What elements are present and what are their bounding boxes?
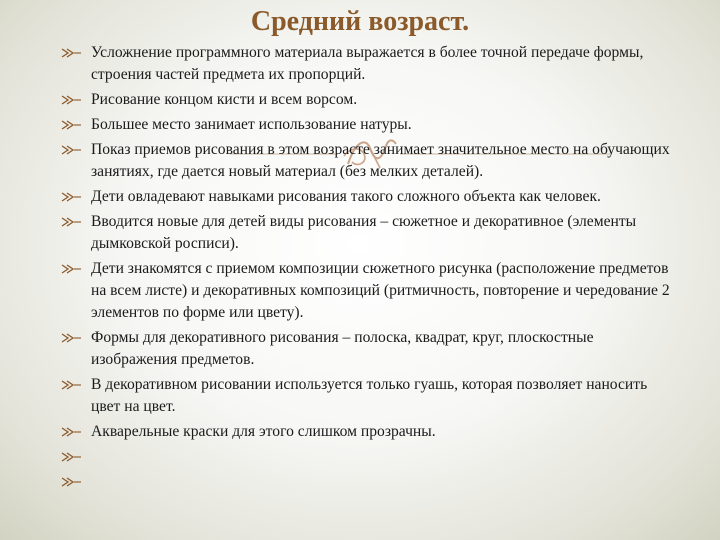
list-item [60, 374, 680, 418]
list-item-text: Показ приемов рисования в этом возрасте занимает значительное место на обучающих занятиях, где дается новый материал (без мелких деталей). [91, 141, 670, 180]
double-arrow-bullet-icon [60, 191, 82, 203]
slide-title: Средний возраст. [250, 6, 470, 37]
list-item-text: Формы для декоративного рисования – полоска, квадрат, круг, плоскостные изображения предметов. [91, 329, 594, 368]
double-arrow-bullet-icon [60, 144, 82, 156]
bullet-list [60, 42, 680, 496]
list-item [60, 114, 680, 136]
list-item [60, 42, 680, 86]
double-arrow-bullet-icon [60, 451, 82, 463]
list-item-text: Вводится новые для детей виды рисования – сюжетное и декоративное (элементы дымковской росписи). [91, 213, 637, 252]
list-item [60, 446, 680, 468]
double-arrow-bullet-icon [60, 119, 82, 131]
list-item-text: Усложнение программного материала выражается в более точной передаче формы, строения частей предмета их пропорций. [91, 44, 644, 83]
list-item [60, 471, 680, 493]
list-item [60, 211, 680, 255]
double-arrow-bullet-icon [60, 47, 82, 59]
double-arrow-bullet-icon [60, 379, 82, 391]
list-item [60, 139, 680, 183]
list-item-text: Рисование концом кисти и всем ворсом. [91, 91, 358, 108]
list-item [60, 89, 680, 111]
list-item-text: Дети овладевают навыками рисования такого сложного объекта как человек. [91, 188, 601, 205]
list-item [60, 327, 680, 371]
double-arrow-bullet-icon [60, 426, 82, 438]
list-item-text: В декоративном рисовании используется только гуашь, которая позволяет наносить цвет на цвет. [91, 376, 648, 415]
double-arrow-bullet-icon [60, 94, 82, 106]
double-arrow-bullet-icon [60, 476, 82, 488]
list-item-text: Дети знакомятся с приемом композиции сюжетного рисунка (расположение предметов на всем листе) и декоративных композиций (ритмичность, повторение и чередование 2 элементов по форме или цвету). [91, 260, 670, 321]
list-item [60, 186, 680, 208]
double-arrow-bullet-icon [60, 263, 82, 275]
list-item [60, 258, 680, 324]
list-item-text: Акварельные краски для этого слишком прозрачны. [91, 423, 436, 440]
list-item [60, 421, 680, 443]
list-item-text: Большее место занимает использование натуры. [91, 116, 412, 133]
double-arrow-bullet-icon [60, 216, 82, 228]
double-arrow-bullet-icon [60, 332, 82, 344]
